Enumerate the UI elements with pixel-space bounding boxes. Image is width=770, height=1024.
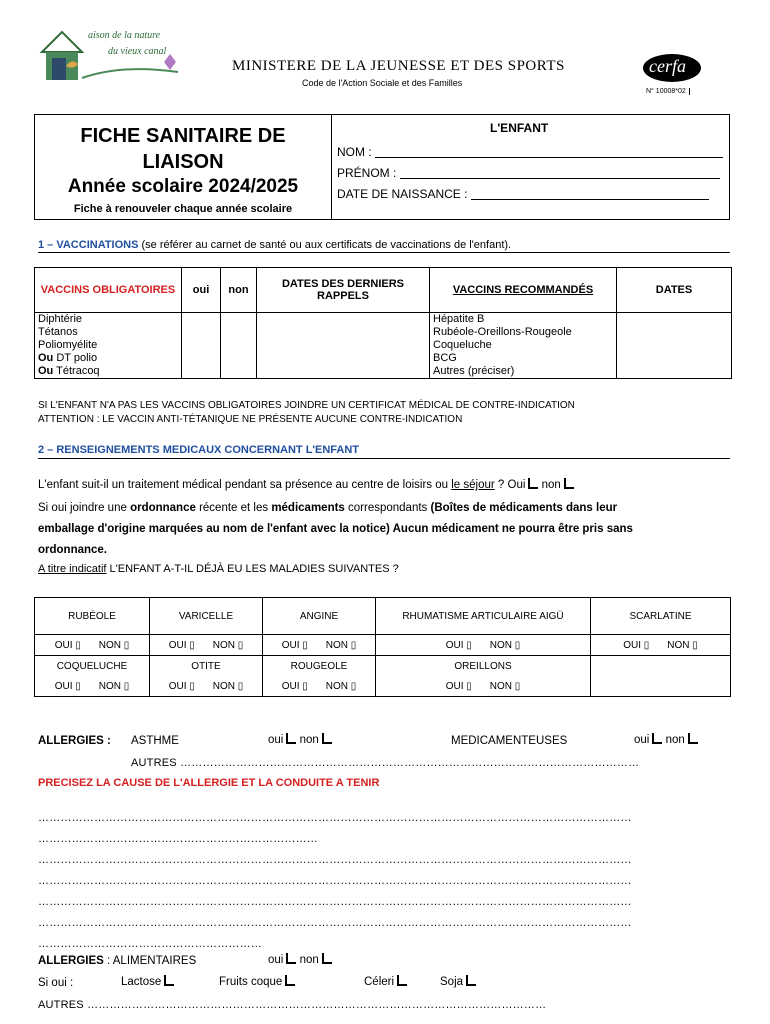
- header-oui: oui: [182, 268, 221, 313]
- vaccine-row: [35, 352, 732, 365]
- alimentaires-non-label: non: [299, 954, 319, 966]
- maladies-question-text: L'ENFANT A-T-IL DÉJÀ EU LES MALADIES SUIVANTES ?: [106, 563, 399, 575]
- alimentaires-oui-checkbox[interactable]: [286, 953, 296, 964]
- disease2-0-non[interactable]: NON ▯: [98, 680, 130, 692]
- disease-options: [376, 635, 591, 656]
- disease2-0-oui[interactable]: OUI ▯: [54, 680, 81, 692]
- organization-logo: [38, 22, 188, 84]
- diseases-table: [34, 597, 731, 697]
- title-box: [34, 114, 730, 220]
- disease1-2-oui-label: OUI: [281, 639, 300, 651]
- vaccine-ou: Ou: [38, 365, 54, 377]
- disease1-3-non[interactable]: NON ▯: [489, 639, 521, 651]
- vaccine-ou: Ou: [38, 352, 54, 364]
- allergies-label-2: ALLERGIES: [38, 955, 104, 967]
- celeri-label: Céleri: [364, 976, 395, 988]
- vaccine-oui-cell[interactable]: [182, 339, 221, 352]
- header-non: non: [221, 268, 257, 313]
- section2-heading: 2 – RENSEIGNEMENTS MEDICAUX CONCERNANT L'ENFANT: [38, 444, 360, 456]
- header-dates: DATES: [617, 268, 732, 313]
- vaccine-obligatoire-name: Diphtérie: [38, 313, 83, 325]
- vaccine-obligatoire: [35, 339, 182, 352]
- conduite-dotted-line[interactable]: ……………………………………………………………………………………………………………………………………………: [38, 917, 632, 929]
- lactose-label: Lactose: [121, 976, 162, 988]
- disease-options: [591, 635, 731, 656]
- nom-input-line[interactable]: [375, 157, 723, 158]
- vaccine-obligatoire: [35, 326, 182, 339]
- allergies-label: ALLERGIES :: [38, 735, 111, 747]
- medicaments-bold: médicaments: [271, 502, 345, 514]
- naissance-field[interactable]: [337, 187, 709, 201]
- celeri-option: [364, 975, 407, 988]
- disease-name: VARICELLE: [150, 598, 263, 635]
- vaccine-recommande-date-cell[interactable]: [617, 326, 732, 339]
- treatment-question-text: L'enfant suit-il un traitement médical pendant sa présence au centre de loisirs ou: [38, 479, 452, 491]
- treatment-non-checkbox[interactable]: [564, 478, 574, 489]
- disease1-0-non[interactable]: NON ▯: [98, 639, 130, 651]
- disease1-4-non[interactable]: NON ▯: [667, 639, 698, 651]
- disease-names-row-1: [35, 598, 731, 635]
- medic-options: [634, 733, 698, 746]
- vaccine-recommande: BCG: [430, 352, 617, 365]
- disease-name: RHUMATISME ARTICULAIRE AIGÜ: [376, 598, 591, 635]
- indicatif-label: A titre indicatif: [38, 563, 107, 575]
- soja-checkbox[interactable]: [466, 975, 476, 986]
- vaccine-notices: [38, 399, 575, 427]
- disease1-3-non-label: NON: [489, 639, 512, 651]
- asthme-oui-label: oui: [268, 734, 284, 746]
- vaccine-recommande-date-cell[interactable]: [617, 313, 732, 327]
- vaccine-obligatoire: [35, 352, 182, 365]
- treatment-oui-checkbox[interactable]: [528, 478, 538, 489]
- soja-option: [440, 975, 476, 988]
- vaccine-row: [35, 339, 732, 352]
- vaccine-row: [35, 365, 732, 379]
- vaccine-non-cell[interactable]: [221, 313, 257, 327]
- vaccine-obligatoire-name: Poliomyélite: [38, 339, 98, 351]
- vaccine-oui-cell[interactable]: [182, 326, 221, 339]
- asthme-options: [268, 733, 332, 746]
- disease1-4-oui[interactable]: OUI ▯: [623, 639, 650, 651]
- boites-bold: (Boîtes de médicaments dans leur: [430, 502, 618, 514]
- header-obligatoires: VACCINS OBLIGATOIRES: [35, 268, 182, 313]
- vaccine-obligatoire-name: Tétanos: [38, 326, 78, 338]
- school-year: Année scolaire 2024/2025: [67, 176, 299, 197]
- disease1-0-oui-label: OUI: [54, 639, 73, 651]
- section2-rule: [38, 458, 730, 459]
- conduite-dotted-line[interactable]: ……………………………………………………: [38, 938, 262, 950]
- disease-options: [376, 676, 591, 697]
- disease1-4-oui-label: OUI: [623, 639, 642, 651]
- disease2-3-non-label: NON: [489, 680, 512, 692]
- precisez-heading: PRECISEZ LA CAUSE DE L'ALLERGIE ET LA CONDUITE A TENIR: [38, 777, 380, 789]
- asthme-non-label: non: [299, 734, 319, 746]
- header-dates-rappels: DATES DES DERNIERS RAPPELS: [257, 268, 430, 313]
- vaccine-obligatoire: [35, 365, 182, 379]
- disease1-2-non-label: NON: [325, 639, 348, 651]
- disease1-3-oui[interactable]: OUI ▯: [445, 639, 472, 651]
- lactose-option: [121, 975, 174, 988]
- ordonnance-text1: Si oui joindre une: [38, 502, 131, 514]
- conduite-dotted-line[interactable]: ……………………………………………………………………………………………………………………………………………: [38, 854, 632, 866]
- code-subtitle: Code de l'Action Sociale et des Familles: [302, 78, 463, 88]
- disease2-1-non-label: NON: [212, 680, 235, 692]
- disease1-0-non-label: NON: [98, 639, 121, 651]
- disease-name: OREILLONS: [376, 656, 591, 677]
- ordonnance-bold: ordonnance: [130, 502, 196, 514]
- disease2-1-oui-label: OUI: [168, 680, 187, 692]
- alimentaires-options: [268, 953, 332, 966]
- treatment-question: [38, 478, 574, 492]
- notice-tetanos: ATTENTION : LE VACCIN ANTI-TÉTANIQUE NE PRÉSENTE AUCUNE CONTRE-INDICATION: [38, 414, 463, 425]
- alimentaires-oui-label: oui: [268, 954, 284, 966]
- disease2-2-oui[interactable]: OUI ▯: [281, 680, 308, 692]
- vaccine-oui-cell[interactable]: [182, 352, 221, 365]
- vaccine-obligatoire: [35, 313, 182, 327]
- naissance-input-line[interactable]: [471, 199, 709, 200]
- vaccine-non-cell[interactable]: [221, 339, 257, 352]
- vaccine-recommande-date-cell[interactable]: [617, 365, 732, 379]
- conduite-lines: [38, 808, 728, 955]
- disease-options: [263, 635, 376, 656]
- vaccine-non-cell[interactable]: [221, 365, 257, 379]
- medic-label: MEDICAMENTEUSES: [451, 735, 568, 747]
- vaccine-recommande: Hépatite B: [430, 313, 617, 327]
- vaccine-non-cell[interactable]: [221, 352, 257, 365]
- conduite-dotted-line[interactable]: ……………………………………………………………………………………………………………………………………………: [38, 896, 632, 908]
- disease-options: [150, 635, 263, 656]
- alimentaires-non-checkbox[interactable]: [322, 953, 332, 964]
- prenom-label: PRÉNOM :: [337, 166, 397, 180]
- disease-options: [35, 635, 150, 656]
- disease-name: RUBÉOLE: [35, 598, 150, 635]
- vaccine-recommande-date-cell[interactable]: [617, 339, 732, 352]
- disease1-4-non-label: NON: [667, 639, 690, 651]
- disease-name: OTITE: [150, 656, 263, 677]
- disease2-2-oui-label: OUI: [281, 680, 300, 692]
- disease2-2-non[interactable]: NON ▯: [325, 680, 357, 692]
- vaccine-recommande: Autres (préciser): [430, 365, 617, 379]
- asthme-non-checkbox[interactable]: [322, 733, 332, 744]
- enfant-heading: L'ENFANT: [490, 121, 549, 135]
- alimentaires-label: : ALIMENTAIRES: [103, 955, 197, 967]
- autres-allergies-line[interactable]: AUTRES ……………………………………………………………………………………………………………: [131, 757, 640, 769]
- notice-certificat: SI L'ENFANT N'A PAS LES VACCINS OBLIGATOIRES JOINDRE UN CERTIFICAT MÉDICAL DE CONTRE-INDICATION: [38, 400, 575, 411]
- si-oui-label: Si oui :: [38, 977, 74, 989]
- fruits-option: [219, 975, 295, 988]
- disease1-3-oui-label: OUI: [445, 639, 464, 651]
- header-recommandes: VACCINS RECOMMANDÉS: [430, 268, 617, 313]
- ordonnance-paragraph: [38, 498, 732, 561]
- medic-non-label: non: [665, 734, 685, 746]
- celeri-checkbox[interactable]: [397, 975, 407, 986]
- vaccine-rappel-date-cell[interactable]: [257, 352, 430, 365]
- cerfa-logo: [642, 52, 702, 84]
- disease2-3-oui-label: OUI: [445, 680, 464, 692]
- treatment-non-label: non: [541, 479, 561, 491]
- emballage-bold: emballage d'origine marquées au nom de l'enfant avec la notice) Aucun médicament ne pourra être pris sans: [38, 523, 633, 535]
- conduite-dotted-line[interactable]: …………………………………………………………………: [38, 833, 318, 845]
- title-block: [35, 115, 332, 219]
- section1-note: (se référer au carnet de santé ou aux certificats de vaccinations de l'enfant).: [138, 239, 512, 251]
- prenom-input-line[interactable]: [400, 178, 720, 179]
- prenom-field[interactable]: [337, 166, 720, 180]
- disease-name: COQUELUCHE: [35, 656, 150, 677]
- disease2-0-oui-label: OUI: [54, 680, 73, 692]
- medic-oui-checkbox[interactable]: [652, 733, 662, 744]
- disease1-2-oui[interactable]: OUI ▯: [281, 639, 308, 651]
- disease2-0-non-label: NON: [98, 680, 121, 692]
- renewal-note: Fiche à renouveler chaque année scolaire: [73, 203, 293, 215]
- vaccine-oui-cell[interactable]: [182, 313, 221, 327]
- fruits-checkbox[interactable]: [285, 975, 295, 986]
- vaccine-rappel-date-cell[interactable]: [257, 326, 430, 339]
- vaccine-recommande: Coqueluche: [430, 339, 617, 352]
- title-line1: FICHE SANITAIRE DE: [80, 125, 286, 147]
- vaccine-recommande-date-cell[interactable]: [617, 352, 732, 365]
- lactose-checkbox[interactable]: [164, 975, 174, 986]
- fruits-label: Fruits coque: [219, 976, 283, 988]
- conduite-dotted-line[interactable]: ……………………………………………………………………………………………………………………………………………: [38, 875, 632, 887]
- soja-label: Soja: [440, 976, 464, 988]
- disease1-1-non-label: NON: [212, 639, 235, 651]
- treatment-question-sejour: le séjour: [451, 479, 495, 491]
- logo-text-line1: aison de la nature: [88, 30, 161, 41]
- disease1-0-oui[interactable]: OUI ▯: [54, 639, 81, 651]
- nom-field[interactable]: [337, 145, 723, 159]
- asthme-oui-checkbox[interactable]: [286, 733, 296, 744]
- vaccine-row: [35, 326, 732, 339]
- section1-heading-row: [38, 238, 511, 252]
- disease-options: [150, 676, 263, 697]
- maladies-question: [38, 563, 399, 575]
- disease1-2-non[interactable]: NON ▯: [325, 639, 357, 651]
- ordonnance-text3: correspondants: [344, 502, 431, 514]
- treatment-oui-label: ? Oui: [494, 479, 526, 491]
- medic-oui-label: oui: [634, 734, 650, 746]
- disease-names-row-2: [35, 656, 731, 677]
- vaccine-non-cell[interactable]: [221, 326, 257, 339]
- logo-text-line2: du vieux canal: [108, 46, 167, 57]
- ministry-title: MINISTERE DE LA JEUNESSE ET DES SPORTS: [232, 58, 565, 74]
- vaccine-rappel-date-cell[interactable]: [257, 313, 430, 327]
- disease1-1-non[interactable]: NON ▯: [212, 639, 244, 651]
- disease1-1-oui-label: OUI: [168, 639, 187, 651]
- disease2-3-oui[interactable]: OUI ▯: [445, 680, 472, 692]
- cerfa-number: N° 10008*02: [646, 88, 690, 95]
- naissance-label: DATE DE NAISSANCE :: [337, 187, 468, 201]
- vaccine-rappel-date-cell[interactable]: [257, 365, 430, 379]
- ordonnance-end-bold: ordonnance.: [38, 544, 108, 556]
- section1-heading: 1 – VACCINATIONS: [38, 239, 139, 251]
- medic-non-checkbox[interactable]: [688, 733, 698, 744]
- vaccine-obligatoire-name: Tétracoq: [53, 365, 100, 377]
- disease-name: SCARLATINE: [591, 598, 731, 635]
- disease-name: ANGINE: [263, 598, 376, 635]
- asthme-label: ASTHME: [131, 735, 179, 747]
- disease-options: [263, 676, 376, 697]
- disease-empty-cell: [591, 656, 731, 697]
- disease2-3-non[interactable]: NON ▯: [489, 680, 521, 692]
- vaccines-table: [34, 267, 732, 379]
- vaccine-recommande: Rubéole-Oreillons-Rougeole: [430, 326, 617, 339]
- vaccine-rappel-date-cell[interactable]: [257, 339, 430, 352]
- nom-label: NOM :: [337, 145, 372, 159]
- autres-alimentaires-line[interactable]: AUTRES ……………………………………………………………………………………………………………: [38, 999, 547, 1011]
- vaccine-obligatoire-name: DT polio: [53, 352, 98, 364]
- vaccine-oui-cell[interactable]: [182, 365, 221, 379]
- disease2-2-non-label: NON: [325, 680, 348, 692]
- allergies-alimentaires-row: [38, 955, 196, 967]
- allergies-row1: [38, 735, 111, 747]
- title-line2: LIAISON: [142, 151, 224, 173]
- disease2-1-oui[interactable]: OUI ▯: [168, 680, 195, 692]
- disease-options-row-1: [35, 635, 731, 656]
- ordonnance-text2: récente et les: [195, 502, 272, 514]
- disease-options: [35, 676, 150, 697]
- conduite-dotted-line[interactable]: ……………………………………………………………………………………………………………………………………………: [38, 812, 632, 824]
- vaccine-row: [35, 313, 732, 327]
- disease2-1-non[interactable]: NON ▯: [212, 680, 244, 692]
- disease-name: ROUGEOLE: [263, 656, 376, 677]
- section1-rule: [38, 252, 730, 253]
- cerfa-logo-text: cerfa: [649, 56, 686, 76]
- disease1-1-oui[interactable]: OUI ▯: [168, 639, 195, 651]
